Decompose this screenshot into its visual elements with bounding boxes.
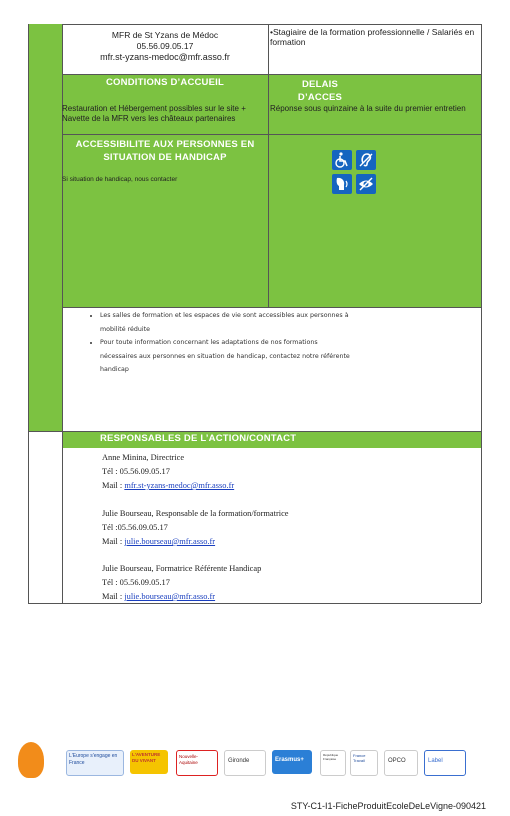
speech-icon xyxy=(332,174,352,194)
accessibilite-title: ACCESSIBILITE AUX PERSONNES EN SITUATION DE HANDICAP xyxy=(75,139,255,163)
hearing-icon xyxy=(356,150,376,170)
left-green-strip xyxy=(28,24,63,431)
contact-mail-link[interactable]: mfr.st-yzans-medoc@mfr.asso.fr xyxy=(124,481,235,490)
bullet-item: • Les salles de formation et les espaces de vie sont accessibles aux personnes à mobilité réduite xyxy=(100,309,350,336)
contact-mail-line xyxy=(102,590,261,604)
delais-title-line2: D’ACCES xyxy=(297,92,343,103)
conditions-title: CONDITIONS D’ACCUEIL xyxy=(106,77,224,88)
gironde-logo: Gironde xyxy=(224,750,266,776)
mfr-logo xyxy=(18,742,44,778)
delais-title-line1: DELAIS xyxy=(301,79,339,90)
vision-icon xyxy=(356,174,376,194)
delais-text: Réponse sous quinzaine à la suite du premier entretien xyxy=(270,104,466,113)
contact-1 xyxy=(102,451,234,493)
contact-mail-line xyxy=(102,479,234,493)
document-table xyxy=(28,24,481,603)
contact-mail-link[interactable]: julie.bourseau@mfr.asso.fr xyxy=(124,537,216,546)
mail-label: Mail : xyxy=(102,537,125,546)
aventure-vivant-logo: L'AVENTURE DU VIVANT xyxy=(130,750,168,774)
mfr-phone: 05.56.09.05.17 xyxy=(136,41,194,51)
contact-tel: Tél : 05.56.09.05.17 xyxy=(102,467,170,476)
public-target: •Stagiaire de la formation professionnelle / Salariés en formation xyxy=(270,27,475,47)
contact-tel: Tél :05.56.09.05.17 xyxy=(102,523,168,532)
france-travail-logo: France Travail xyxy=(350,750,378,776)
accessibilite-text: Si situation de handicap, nous contacter xyxy=(62,176,178,183)
mfr-name: MFR de St Yzans de Médoc xyxy=(111,30,219,40)
responsables-title: RESPONSABLES DE L’ACTION/CONTACT xyxy=(100,433,297,444)
wheelchair-icon xyxy=(332,150,352,170)
bullet-item: • Pour toute information concernant les adaptations de nos formations nécessaires aux personnes en situation de handicap, contactez notre référente handicap xyxy=(100,336,350,377)
accessibility-icons xyxy=(332,150,377,195)
left-strip-lower xyxy=(28,431,63,603)
conditions-text: Restauration et Hébergement possibles sur le site + Navette de la MFR vers les châteaux partenaires xyxy=(62,104,246,123)
europe-logo: L'Europe s'engage en France xyxy=(66,750,124,776)
contact-name: Anne Minina, Directrice xyxy=(102,453,185,462)
contact-mail-line xyxy=(102,535,289,549)
mfr-contact-block xyxy=(64,30,266,63)
contact-name: Julie Bourseau, Formatrice Référente Handicap xyxy=(102,564,262,573)
delais-title xyxy=(270,78,370,104)
contact-tel: Tél : 05.56.09.05.17 xyxy=(102,578,170,587)
contact-name: Julie Bourseau, Responsable de la formation/formatrice xyxy=(102,509,289,518)
document-reference: STY-C1-I1-FicheProduitEcoleDeLeVigne-090421 xyxy=(290,801,486,811)
accessibility-bullets xyxy=(70,309,350,377)
label-logo: Label xyxy=(424,750,466,776)
mail-label: Mail : xyxy=(102,481,125,490)
partner-logos xyxy=(18,742,488,788)
contact-mail-link[interactable]: julie.bourseau@mfr.asso.fr xyxy=(124,592,216,601)
contact-2 xyxy=(102,507,289,549)
erasmus-logo: Erasmus+ xyxy=(272,750,312,774)
mfr-email: mfr.st-yzans-medoc@mfr.asso.fr xyxy=(100,52,230,62)
contact-3 xyxy=(102,562,261,604)
opco-logo: OPCO xyxy=(384,750,418,776)
nouvelle-aquitaine-logo: Nouvelle-Aquitaine xyxy=(176,750,218,776)
mail-label: Mail : xyxy=(102,592,125,601)
republique-logo: République Française xyxy=(320,750,346,776)
